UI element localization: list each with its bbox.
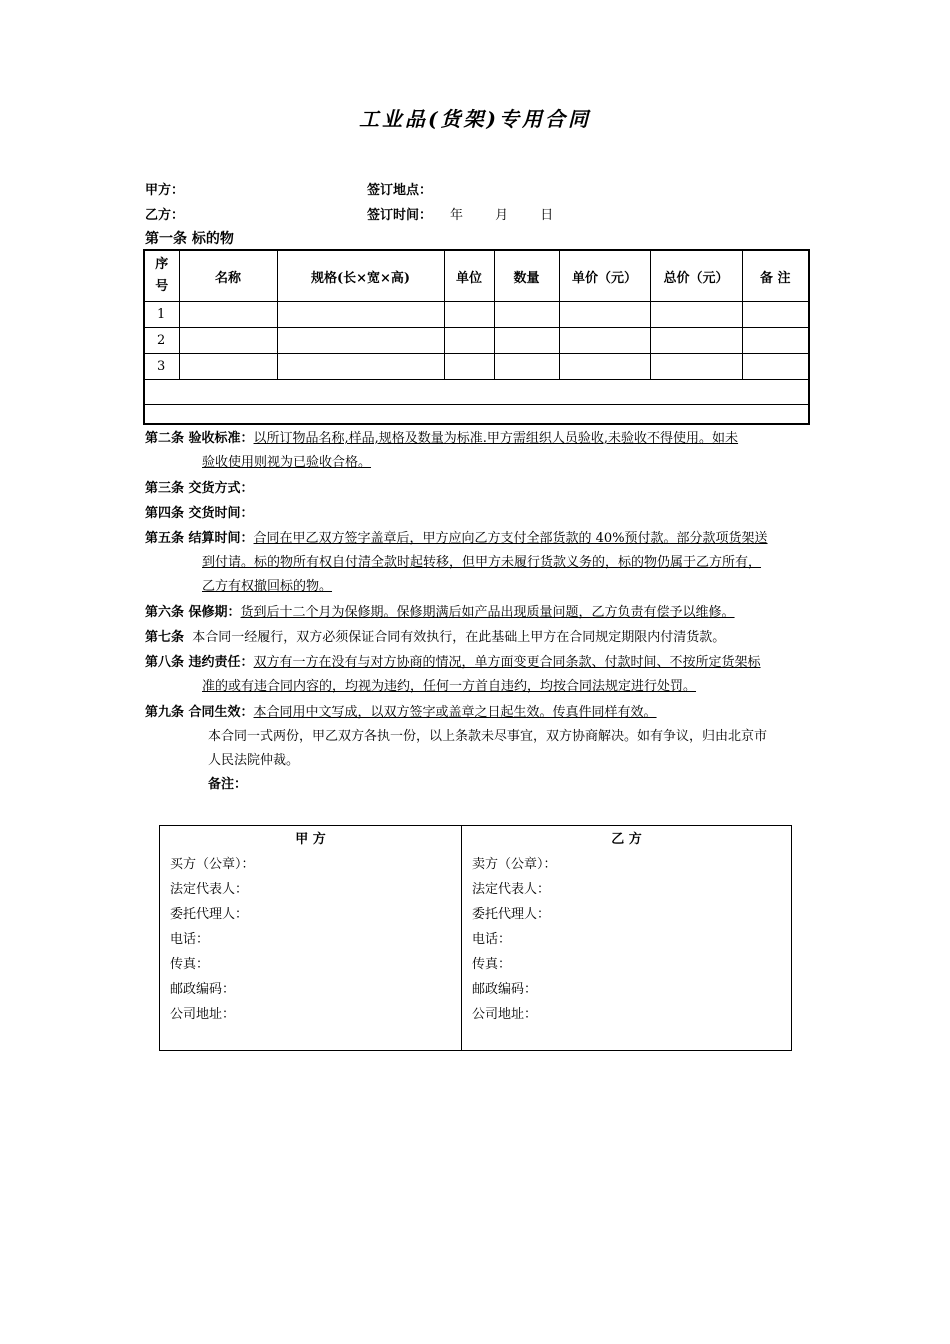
cell (650, 302, 742, 328)
row-seq: 2 (144, 328, 179, 354)
phone-field: 电话： (170, 932, 210, 947)
article9-label: 第九条 合同生效： (145, 705, 254, 720)
cell (277, 302, 444, 328)
article3-label: 第三条 交货方式： (145, 481, 254, 496)
article9-extra-text-cont: 人民法院仲裁。 (208, 753, 300, 768)
address-field: 公司地址： (170, 1007, 236, 1022)
article7-label: 第七条 (145, 630, 185, 645)
cell (742, 354, 809, 380)
col-price: 单价（元） (559, 250, 650, 302)
article6 (145, 601, 810, 625)
article6-label: 第六条 保修期： (145, 605, 241, 620)
col-total: 总价（元） (650, 250, 742, 302)
article5-text-cont2: 乙方有权撤回标的物。 (202, 579, 333, 594)
cell (179, 354, 277, 380)
cell (742, 328, 809, 354)
party-a-heading: 甲 方 (295, 832, 326, 847)
blank-cell (144, 405, 809, 425)
address-field: 公司地址： (472, 1007, 538, 1022)
agent-field: 委托代理人： (472, 907, 551, 922)
article9-text: 本合同用中文写成，以双方签字或盖章之日起生效。传真件同样有效。 (253, 705, 657, 720)
col-seq-line1: 序 (155, 257, 169, 272)
article2-text: 以所订物品名称,样品,规格及数量为标准.甲方需组织人员验收,未验收不得使用。如未 (253, 431, 739, 446)
article9 (145, 701, 810, 797)
table-row (144, 302, 809, 328)
cell (277, 354, 444, 380)
cell (559, 302, 650, 328)
article8-text-cont: 准的或有违合同内容的，均视为违约，任何一方首自违约，均按合同法规定进行处罚。 (202, 679, 697, 694)
postcode-field: 邮政编码： (472, 982, 538, 997)
article2-text-cont: 验收使用则视为已验收合格。 (202, 455, 372, 470)
date-placeholder: 年 月 日 (450, 208, 568, 223)
col-seq-line2: 号 (155, 279, 169, 294)
article4-label: 第四条 交货时间： (145, 506, 254, 521)
col-qty: 数量 (494, 250, 559, 302)
cell (444, 354, 494, 380)
article9-extra-text: 本合同一式两份，甲乙双方各执一份，以上条款未尽事宜，双方协商解决。如有争议，归由北京市 (208, 729, 768, 744)
cell (179, 302, 277, 328)
table-row (144, 354, 809, 380)
article2-label: 第二条 验收标准： (145, 431, 254, 446)
cell (559, 328, 650, 354)
fax-field: 传真： (170, 957, 210, 972)
sign-time-label: 签订时间： (367, 208, 433, 223)
article6-text: 货到后十二个月为保修期。保修期满后如产品出现质量问题，乙方负责有偿予以维修。 (240, 605, 735, 620)
party-b-label: 乙方： (145, 208, 185, 223)
article8-label: 第八条 违约责任： (145, 655, 254, 670)
cell (444, 328, 494, 354)
agent-field: 委托代理人： (170, 907, 249, 922)
party-a-signature (160, 826, 462, 1051)
article5 (145, 527, 810, 599)
party-b-signature (462, 826, 792, 1051)
row-seq: 3 (144, 354, 179, 380)
article5-label: 第五条 结算时间： (145, 531, 254, 546)
cell (559, 354, 650, 380)
table-row-blank (144, 380, 809, 405)
article5-text: 合同在甲乙双方签字盖章后，甲方应向乙方支付全部货款的 40%预付款。部分款项货架送 (253, 531, 768, 546)
items-table (143, 249, 810, 425)
legal-rep-field: 法定代表人： (472, 882, 551, 897)
remark-label: 备注： (208, 777, 248, 792)
cell (444, 302, 494, 328)
party-a-label: 甲方： (145, 183, 185, 198)
buyer-seal-field: 买方（公章）： (170, 857, 255, 872)
phone-field: 电话： (472, 932, 512, 947)
article5-text-cont1: 到付请。标的物所有权自付清全款时起转移，但甲方未履行货款义务的，标的物仍属于乙方所有， (202, 555, 762, 570)
postcode-field: 邮政编码： (170, 982, 236, 997)
col-seq (144, 250, 179, 302)
article2 (145, 427, 810, 475)
col-spec: 规格(长×宽×高) (277, 250, 444, 302)
signature-table (159, 825, 792, 1051)
cell (742, 302, 809, 328)
cell (494, 354, 559, 380)
cell (494, 302, 559, 328)
article4 (145, 502, 810, 526)
cell (650, 328, 742, 354)
party-b-heading: 乙 方 (611, 832, 642, 847)
fax-field: 传真： (472, 957, 512, 972)
blank-cell (144, 380, 809, 405)
col-unit: 单位 (444, 250, 494, 302)
legal-rep-field: 法定代表人： (170, 882, 249, 897)
cell (179, 328, 277, 354)
table-row-blank (144, 405, 809, 425)
col-note: 备 注 (742, 250, 809, 302)
seller-seal-field: 卖方（公章）： (472, 857, 557, 872)
col-name: 名称 (179, 250, 277, 302)
article8 (145, 651, 810, 699)
cell (494, 328, 559, 354)
sign-place-label: 签订地点： (367, 183, 433, 198)
article8-text: 双方有一方在没有与对方协商的情况，单方面变更合同条款、付款时间、不按所定货架标 (253, 655, 761, 670)
sign-time-row (367, 204, 567, 223)
row-seq: 1 (144, 302, 179, 328)
document-title: 工业品(货架)专用合同 (359, 107, 591, 131)
cell (650, 354, 742, 380)
cell (277, 328, 444, 354)
article7-text: 本合同一经履行，双方必须保证合同有效执行，在此基础上甲方在合同规定期限内付清货款。 (192, 630, 726, 645)
article3 (145, 477, 810, 501)
items-header-row (144, 250, 809, 302)
article7 (145, 626, 810, 650)
table-row (144, 328, 809, 354)
article1-title: 第一条 标的物 (145, 231, 234, 247)
